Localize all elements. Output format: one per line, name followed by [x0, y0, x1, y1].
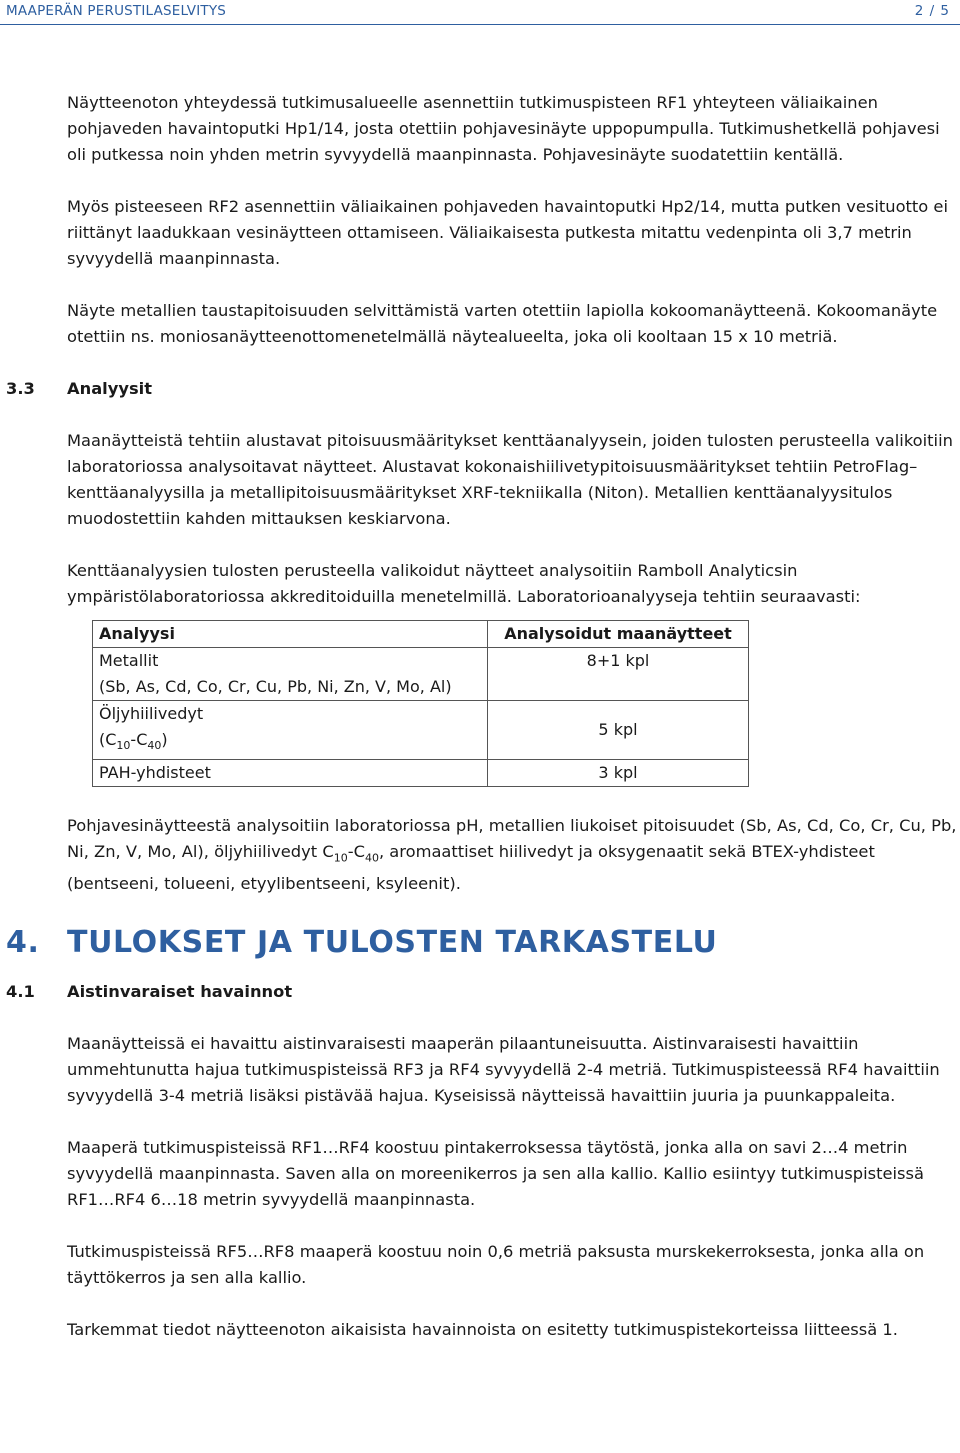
- page-header: [0, 0, 960, 24]
- paragraph: Myös pisteeseen RF2 asennettiin väliaikainen pohjaveden havaintoputki Hp2/14, mutta putken vesituotto ei riittänyt laadukkaan vesinäytteen ottamiseen. Väliaikaisesta putkesta mitattu vedenpinta oli 3,7 metrin syvyydellä maanpinnasta.: [67, 197, 948, 268]
- sample-count: 8+1 kpl: [488, 648, 749, 701]
- section-heading-3-3: [6, 376, 960, 402]
- sample-count: 3 kpl: [488, 760, 749, 787]
- paragraph: Näyte metallien taustapitoisuuden selvittämistä varten otettiin lapiolla kokoomanäytteenä. Kokoomanäyte otettiin ns. moniosanäytteenottomenetelmällä näytealueelta, joka oli kooltaan 15 x 10 metriä.: [67, 301, 938, 346]
- section-heading-4-1: [6, 979, 960, 1005]
- section-title: Aistinvaraiset havainnot: [67, 982, 293, 1002]
- table-row: [93, 701, 749, 760]
- document-body: [6, 90, 960, 1369]
- paragraph: Tutkimuspisteissä RF5…RF8 maaperä koostuu noin 0,6 metriä paksusta murskekerroksesta, jonka alla on täyttökerros ja sen alla kallio.: [67, 1242, 925, 1288]
- chapter-title: TULOKSET JA TULOSTEN TARKASTELU: [67, 925, 718, 961]
- header-divider: [0, 24, 960, 25]
- analysis-name: PAH-yhdisteet: [93, 760, 488, 787]
- analysis-detail: $(C_{10}-C_{40})$: [99, 730, 168, 753]
- table-cell: [93, 701, 488, 760]
- table-row: [93, 760, 749, 787]
- analysis-table: [92, 620, 749, 787]
- table-row: [93, 648, 749, 701]
- section-title: Analyysit: [67, 379, 153, 398]
- table-cell: [93, 648, 488, 701]
- section-number: 4.1: [6, 982, 35, 1002]
- sample-count: 5 kpl: [488, 701, 749, 760]
- paragraph: Maanäytteistä tehtiin alustavat pitoisuusmääritykset kenttäanalyysein, joiden tulosten perusteella valikoitiin laboratoriossa analysoitavat näytteet. Alustavat kokonaishiilivetypitoisuusmääritykset tehtiin PetroFlag–kenttäanalyysilla ja metallipitoisuusmääritykset XRF-tekniikalla (Niton). Metallien kenttäanalyysitulos muodostettiin kahden mittauksen keskiarvona.: [67, 431, 953, 528]
- paragraph: Kenttäanalyysien tulosten perusteella valikoidut näytteet analysoitiin Ramboll Analyticsin ympäristölaboratoriossa akkreditoiduilla menetelmillä. Laboratorioanalyyseja tehtiin seuraavasti:: [67, 561, 861, 606]
- chapter-number: 4.: [6, 925, 40, 961]
- chapter-heading-4: [6, 923, 960, 963]
- analysis-name: Metallit: [99, 651, 159, 670]
- table-header-row: [93, 621, 749, 648]
- analysis-detail: (Sb, As, Cd, Co, Cr, Cu, Pb, Ni, Zn, V, Mo, Al): [99, 677, 452, 696]
- page-number: 2 / 5: [914, 3, 950, 19]
- paragraph: Maaperä tutkimuspisteissä RF1…RF4 koostuu pintakerroksessa täytöstä, jonka alla on savi 2…4 metrin syvyydellä maanpinnasta. Saven alla on moreenikerros ja sen alla kallio. Kallio esiintyy tutkimuspisteissä RF1…RF4 6…18 metrin syvyydellä maanpinnasta.: [67, 1138, 924, 1210]
- paragraph: Maanäytteissä ei havaittu aistinvaraisesti maaperän pilaantuneisuutta. Aistinvaraisesti havaittiin ummehtunutta hajua tutkimuspisteissä RF3 ja RF4 syvyydellä 2-4 metriä. Tutkimuspisteessä RF4 havaittiin syvyydellä 3-4 metriä lisäksi pistävää hajua. Kyseisissä näytteissä havaittiin juuria ja puunkappaleita.: [67, 1034, 940, 1106]
- table-header-cell: Analysoidut maanäytteet: [488, 621, 749, 648]
- analysis-name: Öljyhiilivedyt: [99, 704, 204, 723]
- paragraph: Tarkemmat tiedot näytteenoton aikaisista havainnoista on esitetty tutkimuspistekorteissa liitteessä 1.: [67, 1320, 898, 1340]
- table-header-cell: Analyysi: [93, 621, 488, 648]
- paragraph: Pohjavesinäytteestä analysoitiin laboratoriossa pH, metallien liukoiset pitoisuudet (Sb, As, Cd, Co, Cr, Cu, Pb, Ni, Zn, V, Mo, Al), öljyhiilivedyt $C_{10}-C_{40}$, aromaattiset hiilivedyt ja oksygenaatit sekä BTEX-yhdisteet (bentseeni, tolueeni, etyylibentseeni, ksyleenit).: [67, 816, 957, 894]
- document-title: MAAPERÄN PERUSTILASELVITYS: [6, 3, 227, 19]
- section-number: 3.3: [6, 379, 35, 398]
- paragraph: Näytteenoton yhteydessä tutkimusalueelle asennettiin tutkimuspisteen RF1 yhteyteen väliaikainen pohjaveden havaintoputki Hp1/14, josta otettiin pohjavesinäyte uppopumpulla. Tutkimushetkellä pohjavesi oli putkessa noin yhden metrin syvyydellä maanpinnasta. Pohjavesinäyte suodatettiin kentällä.: [67, 93, 940, 164]
